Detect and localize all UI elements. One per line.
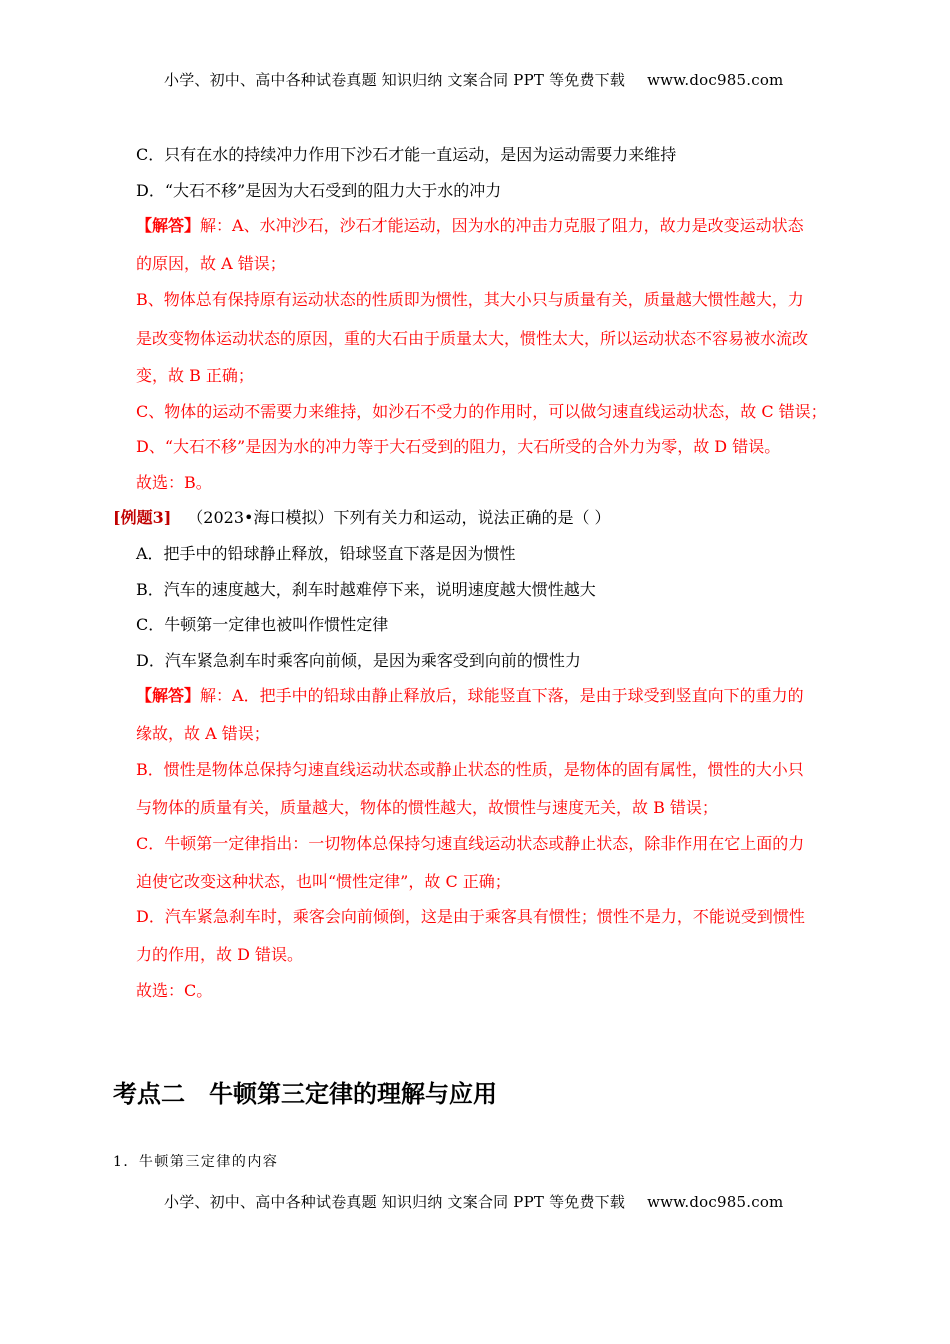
- q3-option-d: D．汽车紧急刹车时乘客向前倾，是因为乘客受到向前的惯性力: [136, 651, 581, 670]
- answer3-text1: 解：A．把手中的铅球由静止释放后，球能竖直下落，是由于球受到竖直向下的重力的: [200, 686, 804, 705]
- footer-text: 小学、初中、高中各种试卷真题 知识归纳 文案合同 PPT 等免费下载: [164, 1193, 626, 1211]
- answer3-line1: [136, 686, 804, 706]
- page-header: [164, 69, 783, 90]
- section-title-prefix: 考点二: [113, 1080, 185, 1108]
- answer3-line2: 缘故，故 A 错误；: [136, 724, 270, 743]
- q3-tag: [例题3]: [113, 508, 172, 527]
- answer2-label: 【解答】: [136, 216, 201, 235]
- answer3-line6: 迫使它改变这种状态，也叫“惯性定律”，故 C 正确；: [136, 872, 511, 891]
- q3-option-b: B．汽车的速度越大，刹车时越难停下来，说明速度越大惯性越大: [136, 580, 596, 599]
- answer3-line7: D．汽车紧急刹车时，乘客会向前倾倒，这是由于乘客具有惯性；惯性不是力，不能说受到惯性: [136, 907, 805, 926]
- answer3-line8: 力的作用，故 D 错误。: [136, 945, 304, 964]
- page-footer: [164, 1191, 783, 1212]
- q3-option-a: A．把手中的铅球静止释放，铅球竖直下落是因为惯性: [136, 544, 516, 563]
- footer-site-link[interactable]: www.doc985.com: [647, 1193, 784, 1211]
- answer2-text1: 解：A、水冲沙石，沙石才能运动，因为水的冲击力克服了阻力，故力是改变运动状态: [200, 216, 804, 235]
- answer2-conclusion: 故选：B。: [136, 473, 212, 492]
- q2-option-c: C．只有在水的持续冲力作用下沙石才能一直运动，是因为运动需要力来维持: [136, 145, 677, 164]
- q3-option-c: C．牛顿第一定律也被叫作惯性定律: [136, 615, 389, 634]
- section-item-1: 1．牛顿第三定律的内容: [113, 1154, 279, 1170]
- answer2-line6: C、物体的运动不需要力来维持，如沙石不受力的作用时，可以做匀速直线运动状态，故 C 错误；: [136, 402, 827, 421]
- header-site-link[interactable]: www.doc985.com: [647, 71, 784, 89]
- answer2-line7: D、“大石不移”是因为水的冲力等于大石受到的阻力，大石所受的合外力为零，故 D 错误。: [136, 437, 781, 456]
- answer2-line4: 是改变物体运动状态的原因，重的大石由于质量太大，惯性太大，所以运动状态不容易被水流改: [136, 329, 809, 348]
- section-title-text: 牛顿第三定律的理解与应用: [209, 1080, 497, 1108]
- answer3-label: 【解答】: [136, 686, 201, 705]
- q3-stem: （2023•海口模拟）下列有关力和运动，说法正确的是（ ）: [187, 508, 611, 527]
- answer3-line5: C．牛顿第一定律指出：一切物体总保持匀速直线运动状态或静止状态，除非作用在它上面的力: [136, 834, 805, 853]
- answer3-line3: B．惯性是物体总保持匀速直线运动状态或静止状态的性质，是物体的固有属性，惯性的大小只: [136, 760, 804, 779]
- answer2-line5: 变，故 B 正确；: [136, 366, 254, 385]
- section-title: [113, 1074, 497, 1109]
- answer3-line4: 与物体的质量有关，质量越大，物体的惯性越大，故惯性与速度无关，故 B 错误；: [136, 798, 718, 817]
- q3-stem-line: [113, 508, 611, 528]
- answer2-line3: B、物体总有保持原有运动状态的性质即为惯性，其大小只与质量有关，质量越大惯性越大，力: [136, 290, 804, 309]
- header-text: 小学、初中、高中各种试卷真题 知识归纳 文案合同 PPT 等免费下载: [164, 71, 626, 89]
- q2-option-d: D．“大石不移”是因为大石受到的阻力大于水的冲力: [136, 181, 502, 200]
- answer2-line2: 的原因，故 A 错误；: [136, 254, 286, 273]
- answer2-line1: [136, 216, 804, 236]
- answer3-conclusion: 故选：C。: [136, 981, 213, 1000]
